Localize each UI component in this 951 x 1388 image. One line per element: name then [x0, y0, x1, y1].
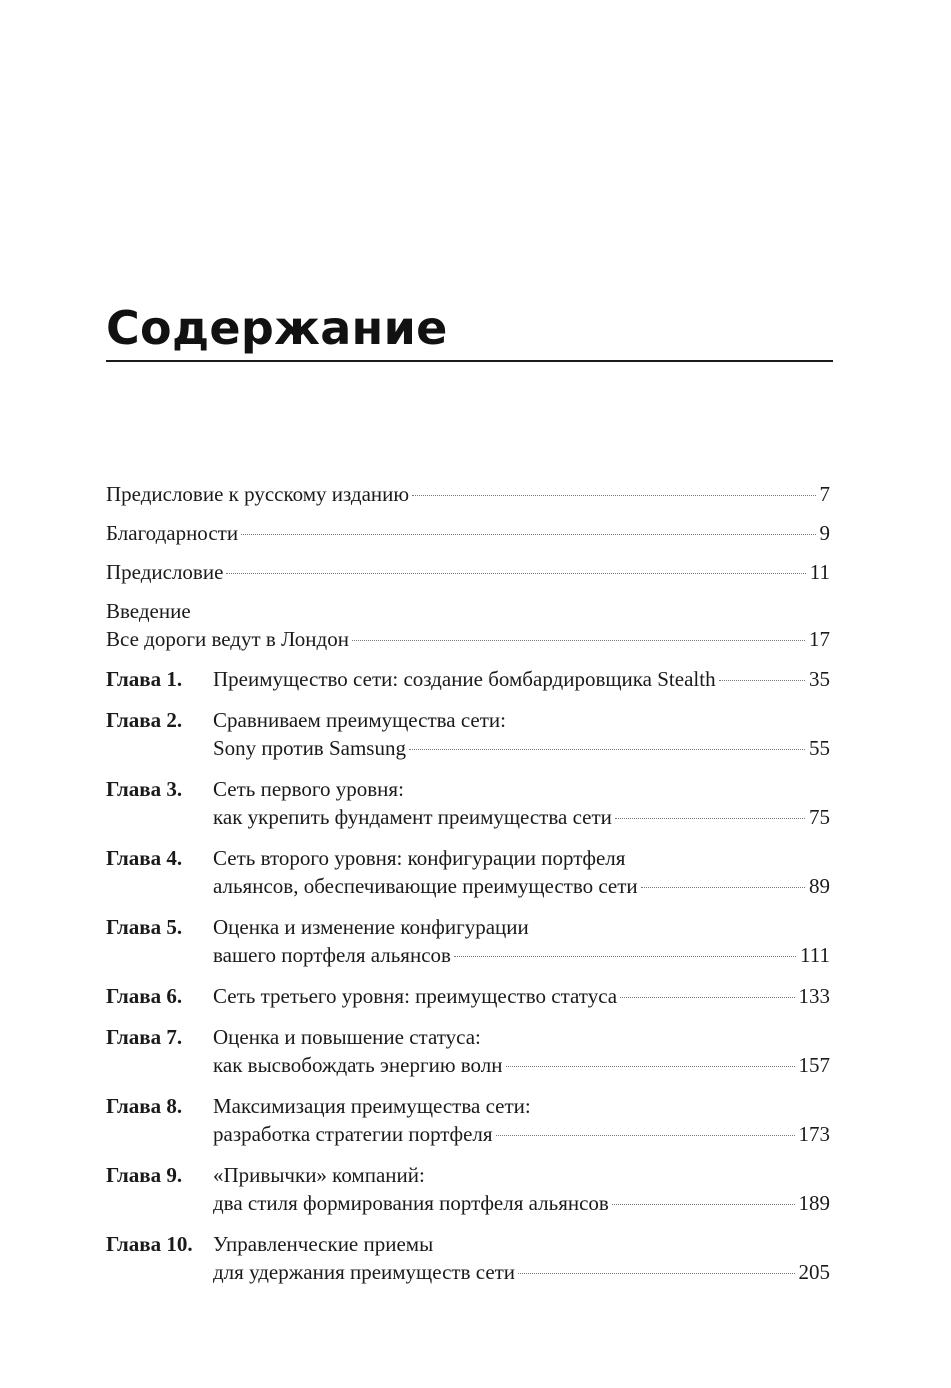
dot-leader [719, 680, 805, 681]
toc-entry-title: Предисловие к русскому изданию [106, 482, 410, 506]
chapter-label: Глава 10. [106, 1232, 193, 1256]
page-number: 9 [819, 521, 830, 545]
toc-entry-chapter-3[interactable] [106, 775, 830, 831]
toc-entry-title: «Привычки» компаний: [213, 1163, 425, 1187]
toc-entry-last-line [213, 982, 830, 1010]
toc-entry-title: Оценка и повышение статуса: [213, 1025, 481, 1049]
page-number: 11 [809, 560, 830, 584]
toc-entry-title: Преимущество сети: создание бомбардировщика Stealth [213, 667, 716, 691]
dot-leader [496, 1135, 795, 1136]
toc-entry-text [106, 480, 830, 508]
chapter-label: Глава 1. [106, 667, 183, 691]
chapter-label: Глава 5. [106, 915, 183, 939]
page-title: Содержание [106, 301, 448, 355]
page-number: 133 [798, 984, 830, 1008]
dot-leader [454, 956, 796, 957]
chapter-label: Глава 4. [106, 846, 183, 870]
toc-entry-text [106, 519, 830, 547]
toc-entry-chapter-1[interactable] [106, 665, 830, 693]
toc-entry-title-continued: два стиля формирования портфеля альянсов [213, 1191, 609, 1215]
chapter-label: Глава 8. [106, 1094, 183, 1118]
toc-entry-text [213, 844, 830, 900]
toc-entry-text [213, 775, 830, 831]
toc-entry-text [213, 1161, 830, 1217]
toc-entry-last-line [213, 734, 830, 762]
toc-entry-text [213, 1230, 830, 1286]
dot-leader [518, 1273, 794, 1274]
dot-leader [352, 640, 805, 641]
page-number: 89 [809, 874, 830, 898]
toc-entry-chapter-5[interactable] [106, 913, 830, 969]
toc-entry-text [106, 558, 830, 586]
toc-entry-title-continued: вашего портфеля альянсов [213, 943, 451, 967]
toc-entry-title: Предисловие [106, 560, 224, 584]
chapter-label: Глава 6. [106, 984, 183, 1008]
toc-entry-text [106, 597, 830, 653]
page-number: 111 [800, 943, 830, 967]
toc-entry-last-line [213, 1051, 830, 1079]
dot-leader [226, 573, 805, 574]
toc-entry-text [213, 665, 830, 693]
page-number: 173 [798, 1122, 830, 1146]
toc-entry-title-continued: как высвобождать энергию волн [213, 1053, 503, 1077]
title-rule [106, 360, 833, 362]
toc-entry-last-line [213, 872, 830, 900]
toc-entry-last-line [106, 519, 830, 547]
toc-entry-preface-russian[interactable] [106, 480, 830, 508]
chapter-label: Глава 3. [106, 777, 183, 801]
toc-entry-chapter-7[interactable] [106, 1023, 830, 1079]
toc-entry-acknowledgements[interactable] [106, 519, 830, 547]
toc-entry-chapter-10[interactable] [106, 1230, 830, 1286]
toc-entry-last-line [213, 1120, 830, 1148]
toc-entry-preface[interactable] [106, 558, 830, 586]
toc-entry-title: Оценка и изменение конфигурации [213, 915, 529, 939]
toc-entry-text [213, 1023, 830, 1079]
toc-entry-chapter-4[interactable] [106, 844, 830, 900]
toc-entry-introduction[interactable] [106, 597, 830, 653]
page-number: 35 [809, 667, 830, 691]
chapter-label: Глава 2. [106, 708, 183, 732]
toc-entry-title: Благодарности [106, 521, 239, 545]
dot-leader [641, 887, 805, 888]
table-of-contents [106, 480, 830, 1286]
toc-entry-title: Сравниваем преимущества сети: [213, 708, 506, 732]
toc-entry-last-line [106, 625, 830, 653]
toc-entry-chapter-9[interactable] [106, 1161, 830, 1217]
dot-leader [615, 818, 805, 819]
toc-entry-last-line [213, 1189, 830, 1217]
toc-entry-last-line [106, 558, 830, 586]
page-number: 7 [819, 482, 830, 506]
toc-entry-title: Введение [106, 599, 191, 623]
page-number: 205 [798, 1260, 830, 1284]
toc-entry-title-continued: Sony против Samsung [213, 736, 406, 760]
toc-entry-title-continued: для удержания преимуществ сети [213, 1260, 516, 1284]
page-number: 75 [809, 805, 830, 829]
toc-entry-last-line [213, 941, 830, 969]
toc-entry-subtitle: Все дороги ведут в Лондон [106, 627, 349, 651]
dot-leader [506, 1066, 795, 1067]
toc-entry-last-line [213, 665, 830, 693]
chapter-label: Глава 7. [106, 1025, 183, 1049]
toc-entry-last-line [106, 480, 830, 508]
toc-entry-last-line [213, 1258, 830, 1286]
dot-leader [409, 749, 805, 750]
toc-entry-title-continued: разработка стратегии портфеля [213, 1122, 493, 1146]
page-number: 55 [809, 736, 830, 760]
toc-entry-title-continued: как укрепить фундамент преимущества сети [213, 805, 612, 829]
page-number: 189 [798, 1191, 830, 1215]
toc-entry-text [213, 913, 830, 969]
toc-entry-title-continued: альянсов, обеспечивающие преимущество сети [213, 874, 638, 898]
toc-entry-title: Сеть второго уровня: конфигурации портфеля [213, 846, 626, 870]
toc-entry-chapter-2[interactable] [106, 706, 830, 762]
toc-entry-text [213, 1092, 830, 1148]
toc-entry-last-line [213, 803, 830, 831]
dot-leader [241, 534, 815, 535]
toc-entry-chapter-8[interactable] [106, 1092, 830, 1148]
toc-entry-text [213, 706, 830, 762]
dot-leader [612, 1204, 795, 1205]
toc-entry-title: Управленческие приемы [213, 1232, 434, 1256]
toc-entry-text [213, 982, 830, 1010]
dot-leader [620, 997, 794, 998]
toc-entry-title: Сеть первого уровня: [213, 777, 404, 801]
dot-leader [412, 495, 815, 496]
toc-entry-chapter-6[interactable] [106, 982, 830, 1010]
page-number: 17 [809, 627, 830, 651]
page-number: 157 [798, 1053, 830, 1077]
toc-entry-title: Сеть третьего уровня: преимущество статуса [213, 984, 618, 1008]
chapter-label: Глава 9. [106, 1163, 183, 1187]
toc-entry-title: Максимизация преимущества сети: [213, 1094, 531, 1118]
